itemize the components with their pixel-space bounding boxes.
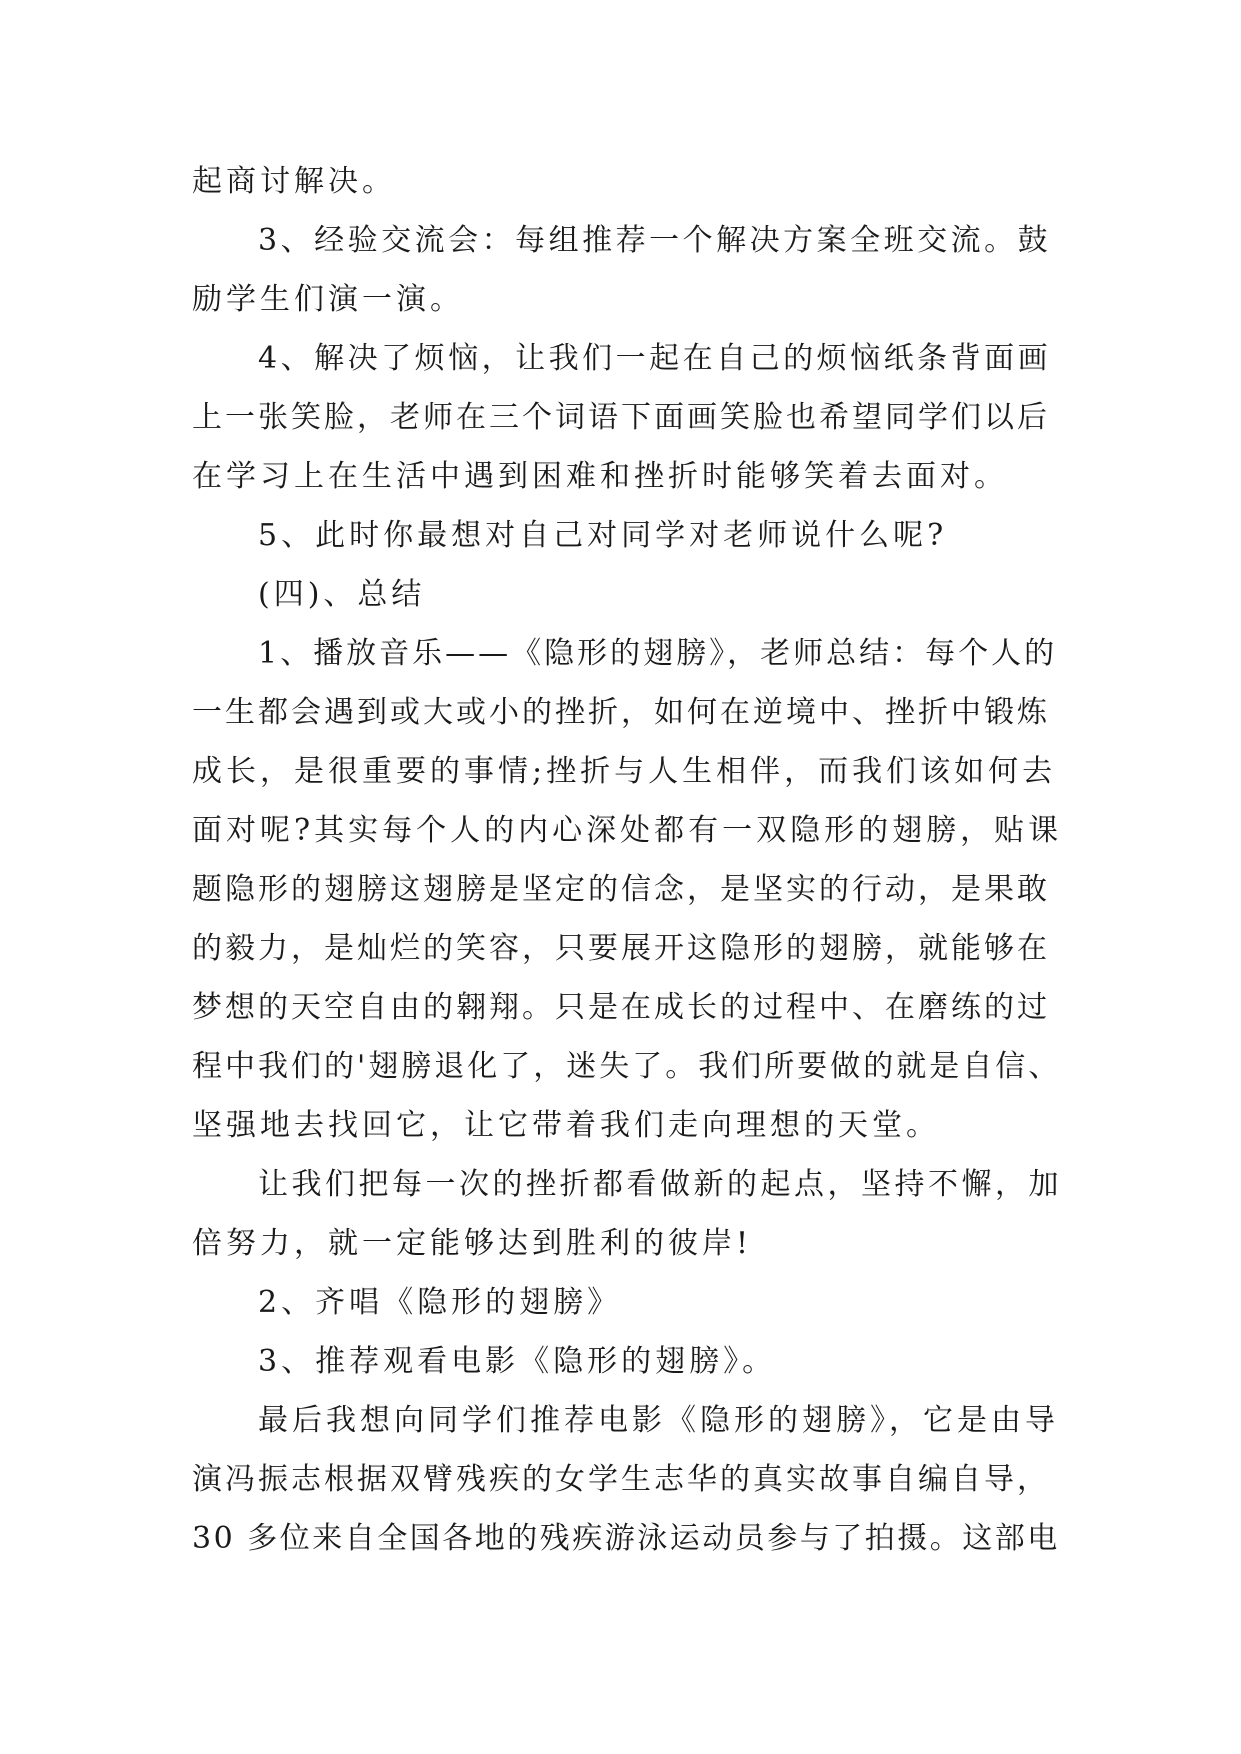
text-line: 坚强地去找回它，让它带着我们走向理想的天堂。 [192,1108,940,1143]
text-line: 程中我们的'翅膀退化了，迷失了。我们所要做的就是自信、 [192,1049,1062,1084]
document-body [192,152,1062,1568]
text-line: 成长，是很重要的事情;挫折与人生相伴，而我们该如何去 [192,754,1057,789]
text-line: 在学习上在生活中遇到困难和挫折时能够笑着去面对。 [192,459,1008,494]
text-line: 演冯振志根据双臂残疾的女学生志华的真实故事自编自导， [192,1462,1050,1497]
text-line: 题隐形的翅膀这翅膀是坚定的信念，是坚实的行动，是果敢 [192,872,1050,907]
text-line: 梦想的天空自由的翱翔。只是在成长的过程中、在磨练的过 [192,990,1050,1025]
text-line: 4、解决了烦恼，让我们一起在自己的烦恼纸条背面画 [258,341,1052,376]
text-line: 3、推荐观看电影《隐形的翅膀》。 [258,1344,777,1379]
text-line: 上一张笑脸，老师在三个词语下面画笑脸也希望同学们以后 [192,400,1050,435]
text-line: 一生都会遇到或大或小的挫折，如何在逆境中、挫折中锻炼 [192,695,1050,730]
text-line: 面对呢?其实每个人的内心深处都有一双隐形的翅膀，贴课 [192,813,1063,848]
text-line: 倍努力，就一定能够达到胜利的彼岸! [192,1226,753,1261]
text-line: 让我们把每一次的挫折都看做新的起点，坚持不懈，加 [258,1167,1062,1202]
text-line: 30 多位来自全国各地的残疾游泳运动员参与了拍摄。这部电 [192,1521,1060,1556]
text-line: 起商讨解决。 [192,164,396,199]
text-line: 5、此时你最想对自己对同学对老师说什么呢? [258,518,948,553]
text-line: 1、播放音乐——《隐形的翅膀》，老师总结：每个人的 [258,636,1058,671]
text-line: (四)、总结 [258,577,426,612]
text-line: 的毅力，是灿烂的笑容，只要展开这隐形的翅膀，就能够在 [192,931,1050,966]
text-line: 3、经验交流会：每组推荐一个解决方案全班交流。鼓 [258,223,1052,258]
text-line: 励学生们演一演。 [192,282,464,317]
text-line: 2、齐唱《隐形的翅膀》 [258,1285,622,1320]
text-line: 最后我想向同学们推荐电影《隐形的翅膀》，它是由导 [258,1403,1059,1438]
